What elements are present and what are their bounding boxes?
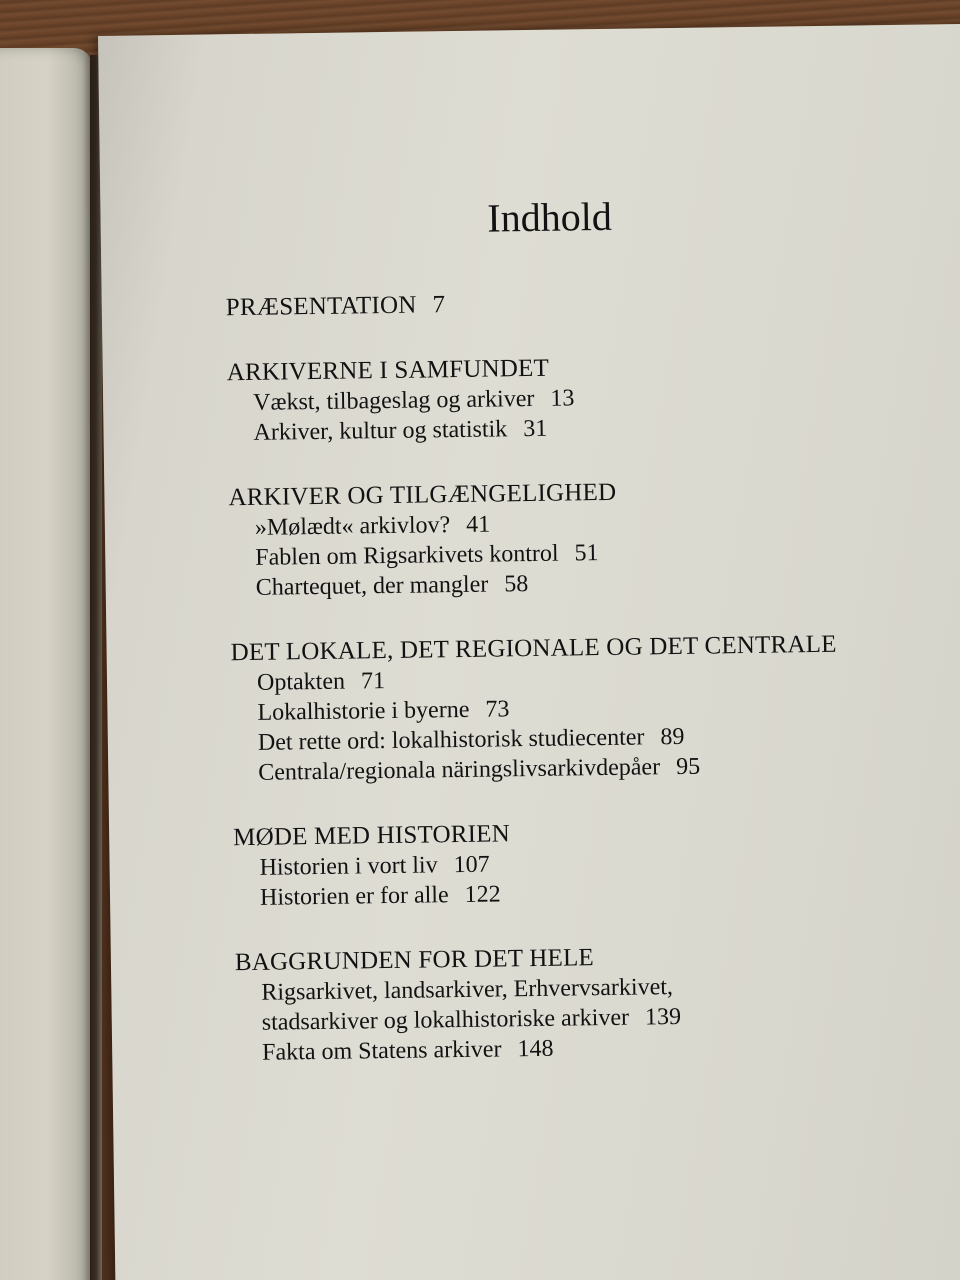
page-number: 122 xyxy=(464,881,501,908)
toc-section-presentation xyxy=(226,283,866,323)
entry-text: Historien i vort liv xyxy=(259,852,438,881)
page-number: 95 xyxy=(675,753,701,780)
page-title: Indhold xyxy=(487,193,613,241)
section-heading: DET LOKALE, DET REGIONALE OG DET CENTRALE xyxy=(230,630,837,667)
entry-text: Fakta om Statens arkiver xyxy=(262,1036,502,1066)
page-number: 7 xyxy=(432,291,446,319)
page-number: 51 xyxy=(574,540,599,567)
toc-section-baggrunden xyxy=(235,938,877,1068)
table-of-contents xyxy=(224,189,877,1102)
page-number: 89 xyxy=(660,723,685,751)
page-number: 13 xyxy=(550,385,575,412)
section-heading: BAGGRUNDEN FOR DET HELE xyxy=(234,944,595,977)
entry-text: Centrala/regionala näringslivsarkivdepåer xyxy=(258,754,661,786)
entry-text: Arkiver, kultur og statistik xyxy=(253,416,508,446)
page-number: 41 xyxy=(466,511,491,538)
section-heading xyxy=(226,283,866,323)
toc-section-historien xyxy=(233,813,874,913)
section-heading: ARKIVER OG TILGÆNGELIGHED xyxy=(228,478,617,512)
entry-text: Fablen om Rigsarkivets kontrol xyxy=(255,540,559,571)
page-number: 73 xyxy=(485,696,510,723)
page-number: 107 xyxy=(453,851,490,879)
section-heading: MØDE MED HISTORIEN xyxy=(233,820,511,852)
entry-text: Lokalhistorie i byerne xyxy=(257,696,470,726)
entry-text: Det rette ord: lokalhistorisk studiecenter xyxy=(257,724,645,756)
entry-text: Vækst, tilbageslag og arkiver xyxy=(252,385,535,416)
section-heading-text: PRÆSENTATION xyxy=(225,291,417,322)
right-page xyxy=(98,24,960,1280)
section-heading: ARKIVERNE I SAMFUNDET xyxy=(226,354,550,387)
page-number: 139 xyxy=(644,1003,682,1031)
toc-section-lokale xyxy=(230,628,872,788)
page-number: 148 xyxy=(517,1035,554,1063)
entry-text: stadsarkiver og lokalhistoriske arkiver xyxy=(261,1004,630,1036)
entry-text: Chartequet, der mangler xyxy=(255,571,489,601)
entry-text: »Mølædt« arkivlov? xyxy=(254,512,451,541)
entry-text: Historien er for alle xyxy=(259,882,449,911)
left-page-edge xyxy=(0,48,92,1280)
toc-section-arkiverne xyxy=(226,348,867,448)
page-number: 31 xyxy=(523,415,548,443)
entry-text: Optakten xyxy=(256,668,346,696)
page-number: 58 xyxy=(504,571,529,598)
entry-text: Rigsarkivet, landsarkiver, Erhvervsarkivet, xyxy=(261,974,674,1006)
page-number: 71 xyxy=(360,668,386,695)
toc-section-tilgaengelighed xyxy=(228,473,870,603)
